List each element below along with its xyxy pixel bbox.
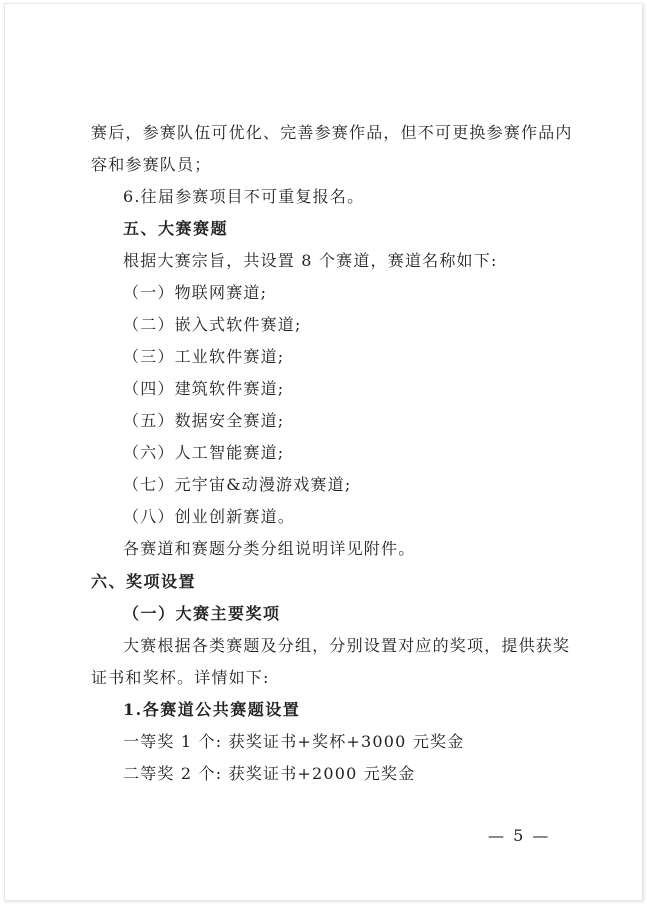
paragraph-line-3: 6.往届参赛项目不可重复报名。 xyxy=(123,187,365,206)
track-item-7: （七）元宇宙&动漫游戏赛道; xyxy=(123,475,352,494)
track-item-1: （一）物联网赛道; xyxy=(123,283,268,302)
track-item-6: （六）人工智能赛道; xyxy=(123,443,285,462)
track-item-3: （三）工业软件赛道; xyxy=(123,347,285,366)
award-line-1: 一等奖 1 个: 获奖证书+奖杯+3000 元奖金 xyxy=(123,732,465,751)
award-line-2: 二等奖 2 个: 获奖证书+2000 元奖金 xyxy=(123,764,416,783)
track-item-2: （二）嵌入式软件赛道; xyxy=(123,315,302,334)
paragraph-line-4: 根据大赛宗旨，共设置 8 个赛道，赛道名称如下: xyxy=(123,251,498,270)
document-page xyxy=(4,3,643,901)
subsection-heading-2: 1.各赛道公共赛题设置 xyxy=(123,700,301,719)
track-item-5: （五）数据安全赛道; xyxy=(123,411,285,430)
section-heading-6: 六、奖项设置 xyxy=(91,572,197,591)
section-heading-5: 五、大赛赛题 xyxy=(123,219,229,238)
paragraph-line-6: 大赛根据各类赛题及分组，分别设置对应的奖项，提供获奖 xyxy=(123,636,571,655)
track-item-4: （四）建筑软件赛道; xyxy=(123,379,285,398)
paragraph-line-5: 各赛道和赛题分类分组说明详见附件。 xyxy=(123,539,416,558)
page-number: — 5 — xyxy=(488,826,551,845)
paragraph-line-1: 赛后，参赛队伍可优化、完善参赛作品，但不可更换参赛作品内 xyxy=(91,123,573,142)
paragraph-line-2: 容和参赛队员； xyxy=(91,155,212,174)
paragraph-line-7: 证书和奖杯。详情如下: xyxy=(91,668,270,687)
track-item-8: （八）创业创新赛道。 xyxy=(123,507,296,526)
subsection-heading-1: （一）大赛主要奖项 xyxy=(123,604,281,623)
